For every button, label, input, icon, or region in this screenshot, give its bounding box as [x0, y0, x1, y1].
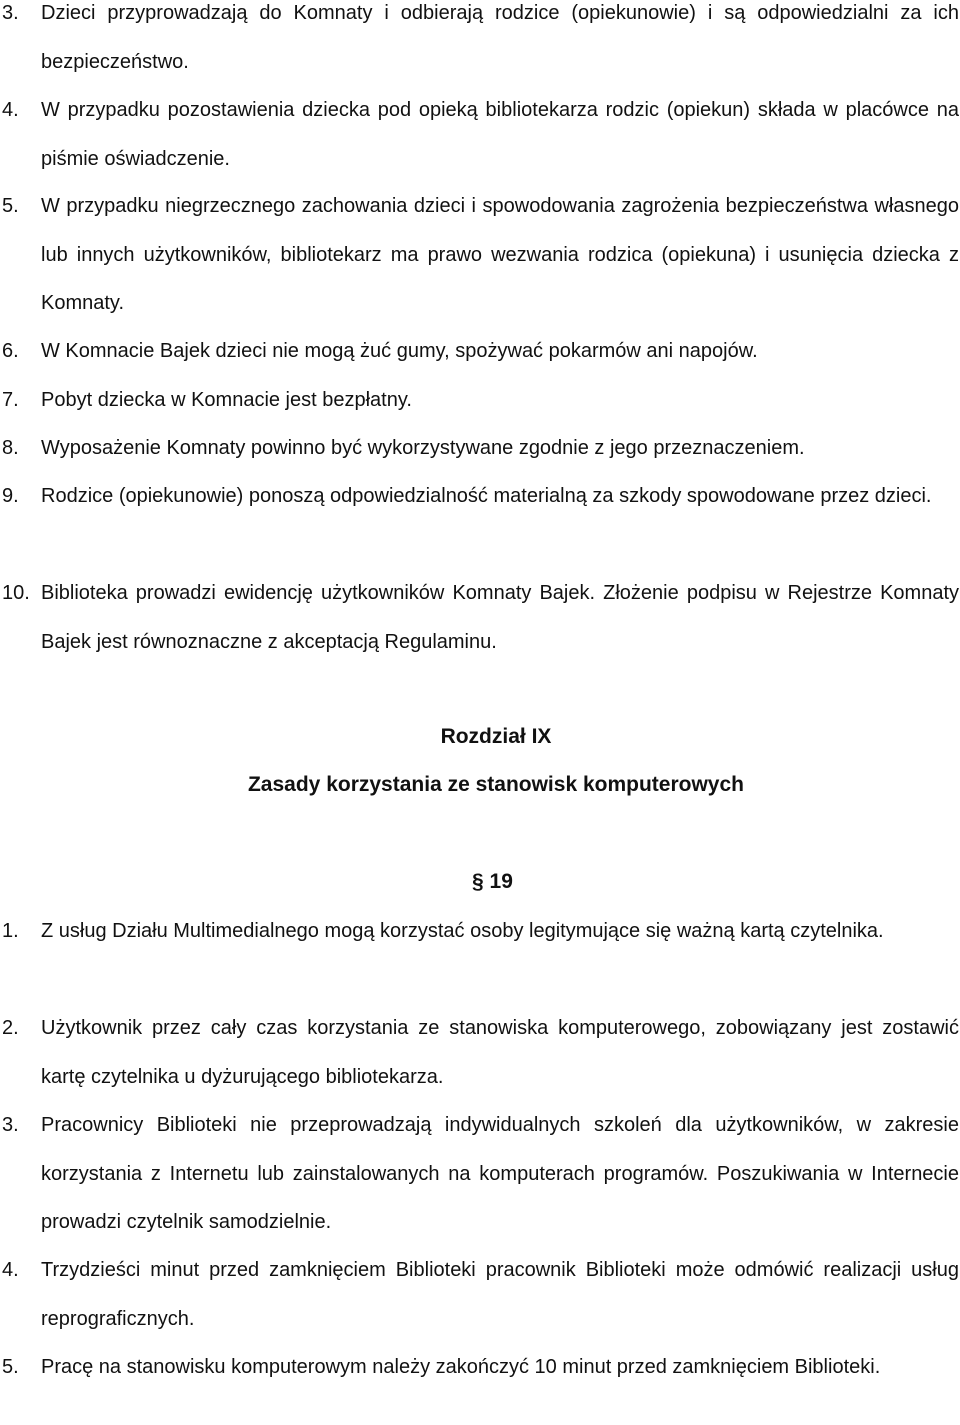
chapter-number: Rozdział IX: [440, 725, 552, 748]
list-item-text: Pobyt dziecka w Komnacie jest bezpłatny.: [41, 389, 412, 411]
list-item-text: W Komnacie Bajek dzieci nie mogą żuć gumy, spożywać pokarmów ani napojów.: [41, 340, 758, 362]
list-item-number: 7.: [2, 389, 19, 411]
list-item-number: 4.: [2, 1259, 19, 1281]
list-item-text: W przypadku niegrzecznego zachowania dzieci i spowodowania zagrożenia bezpieczeństwa własnego lub innych użytkowników, bibliotekarz ma prawo wezwania rodzica (opiekuna) i usunięcia dziecka z Komnaty.: [41, 195, 959, 314]
list-item-number: 8.: [2, 437, 19, 459]
chapter-title: Zasady korzystania ze stanowisk komputerowych: [247, 773, 744, 796]
list-item-number: 6.: [2, 340, 19, 362]
list-item-number: 2.: [2, 1017, 19, 1039]
paragraph-symbol: § 19: [472, 870, 513, 893]
list-item-number: 3.: [2, 1114, 19, 1136]
list-item-number: 3.: [2, 2, 19, 24]
list-item-number: 5.: [2, 1356, 19, 1378]
list-item-number: 9.: [2, 485, 19, 507]
list-item-number: 4.: [2, 99, 19, 121]
list-item-number: 10.: [2, 582, 30, 604]
list-item-text: Rodzice (opiekunowie) ponoszą odpowiedzialność materialną za szkody spowodowane przez dzieci.: [41, 485, 932, 507]
list-item-number: 5.: [2, 195, 19, 217]
list-item-text: Użytkownik przez cały czas korzystania ze stanowiska komputerowego, zobowiązany jest zostawić kartę czytelnika u dyżurującego bibliotekarza.: [41, 1017, 959, 1088]
list-item-number: 1.: [2, 920, 19, 942]
list-item-text: Biblioteka prowadzi ewidencję użytkowników Komnaty Bajek. Złożenie podpisu w Rejestrze Komnaty Bajek jest równoznaczne z akceptacją Regulaminu.: [41, 582, 959, 653]
list-item-text: W przypadku pozostawienia dziecka pod opieką bibliotekarza rodzic (opiekun) składa w placówce na piśmie oświadczenie.: [41, 99, 959, 170]
list-item-text: Z usług Działu Multimedialnego mogą korzystać osoby legitymujące się ważną kartą czytelnika.: [41, 920, 884, 942]
list-item-text: Pracownicy Biblioteki nie przeprowadzają indywidualnych szkoleń dla użytkowników, w zakresie korzystania z Internetu lub zainstalowanych na komputerach programów. Poszukiwania w Internecie prowadzi czytelnik samodzielnie.: [41, 1114, 959, 1233]
list-item-text: Dzieci przyprowadzają do Komnaty i odbierają rodzice (opiekunowie) i są odpowiedzialni za ich bezpieczeństwo.: [41, 2, 959, 73]
list-item-text: Wyposażenie Komnaty powinno być wykorzystywane zgodnie z jego przeznaczeniem.: [41, 437, 805, 459]
list-item-text: Trzydzieści minut przed zamknięciem Biblioteki pracownik Biblioteki może odmówić realizacji usług reprograficznych.: [41, 1259, 959, 1330]
list-item-text: Pracę na stanowisku komputerowym należy zakończyć 10 minut przed zamknięciem Biblioteki.: [41, 1356, 881, 1378]
